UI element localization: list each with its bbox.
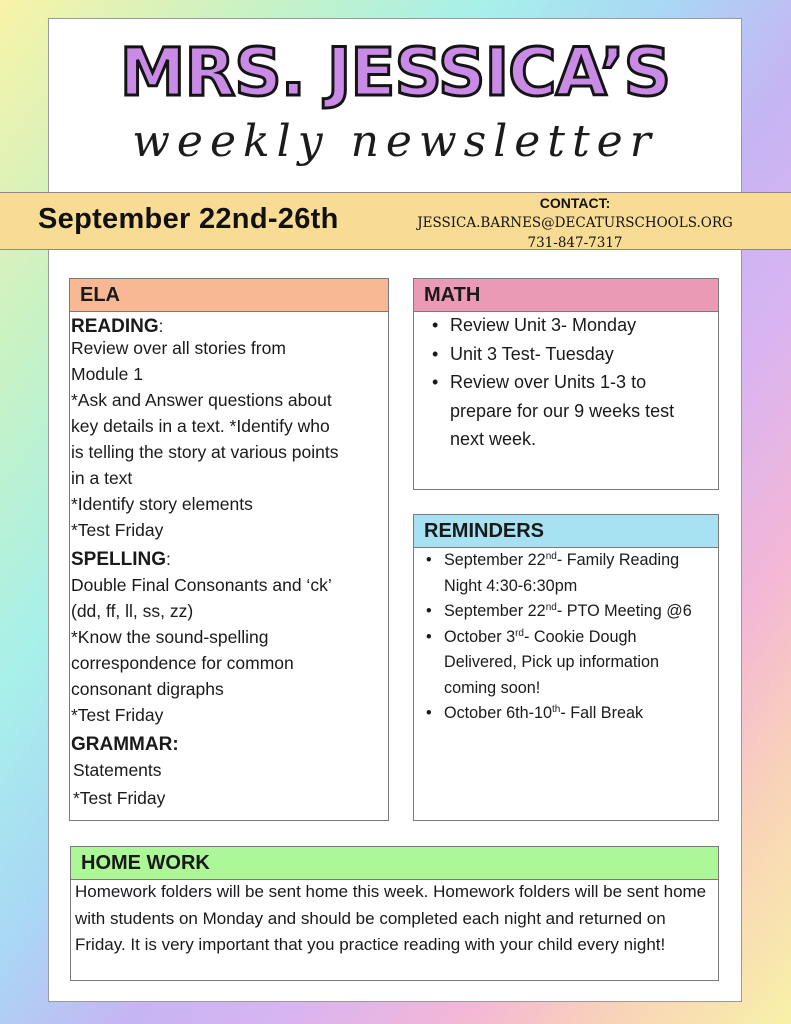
math-item: • Review over Units 1-3 to prepare for our 9 weeks test next week. bbox=[450, 368, 712, 454]
contact-phone[interactable]: 731-847-7317 bbox=[527, 235, 623, 251]
reading-line: *Test Friday bbox=[71, 520, 164, 540]
contact-block bbox=[400, 193, 750, 253]
week-dates: September 22nd-26th bbox=[38, 203, 339, 235]
grammar-line: Statements bbox=[73, 760, 162, 780]
reading-line: key details in a text. *Identify who bbox=[71, 416, 330, 436]
spelling-line: Double Final Consonants and ‘ck’ bbox=[71, 575, 332, 595]
reminder-item: • September 22nd- PTO Meeting @6 bbox=[444, 599, 713, 625]
math-content bbox=[432, 311, 712, 454]
spelling-line: correspondence for common bbox=[71, 653, 294, 673]
reading-text bbox=[71, 335, 387, 543]
homework-heading: HOME WORK bbox=[70, 846, 719, 880]
reminder-item: • October 3rd- Cookie Dough Delivered, Pick up information coming soon! bbox=[444, 625, 713, 702]
reminders-list bbox=[426, 548, 713, 727]
reminders-content bbox=[426, 548, 713, 727]
reminder-item: • September 22nd- Family Reading Night 4:30-6:30pm bbox=[444, 548, 713, 599]
math-heading: MATH bbox=[413, 278, 719, 312]
spelling-text bbox=[71, 572, 387, 728]
grammar-line: *Test Friday bbox=[73, 788, 166, 808]
newsletter-title: MRS. JESSICA’S bbox=[119, 34, 671, 111]
spelling-line: consonant digraphs bbox=[71, 679, 224, 699]
grammar-label: GRAMMAR: bbox=[71, 734, 179, 755]
ela-heading: ELA bbox=[69, 278, 389, 312]
math-item: • Unit 3 Test- Tuesday bbox=[450, 340, 712, 369]
grammar-text bbox=[71, 756, 387, 812]
spelling-line: (dd, ff, ll, ss, zz) bbox=[71, 601, 194, 621]
math-list bbox=[432, 311, 712, 454]
reading-line: *Ask and Answer questions about bbox=[71, 390, 332, 410]
reminders-heading: REMINDERS bbox=[413, 514, 719, 548]
newsletter-subtitle: weekly newsletter bbox=[132, 116, 658, 167]
spelling-label: SPELLING bbox=[71, 549, 167, 570]
spelling-line: *Know the sound-spelling bbox=[71, 627, 269, 647]
reading-label: READING bbox=[71, 316, 159, 337]
reading-line: Review over all stories from bbox=[71, 338, 286, 358]
ela-content: READING: Review over all stories from Module 1 *Ask and Answer questions about key details in a text. *Identify who is telling the story at various points in a text *Identify story elements *Test Friday SPELLING: Double Final Consonants and ‘ck’ (dd, ff, ll, ss, zz) *Know the sound-spelling correspondence for common consonant digraphs *Test Friday GRAMMAR: Statements *Test Friday bbox=[71, 313, 387, 812]
homework-text: Homework folders will be sent home this week. Homework folders will be sent home with students on Monday and should be completed each night and returned on Friday. It is very important that you practice reading with your child every night! bbox=[75, 882, 707, 954]
reading-line: Module 1 bbox=[71, 364, 143, 384]
reading-line: is telling the story at various points bbox=[71, 442, 339, 462]
contact-label: CONTACT: bbox=[539, 195, 611, 211]
reading-line: *Identify story elements bbox=[71, 494, 253, 514]
math-item: • Review Unit 3- Monday bbox=[450, 311, 712, 340]
reading-line: in a text bbox=[71, 468, 133, 488]
reminder-item: • October 6th-10th- Fall Break bbox=[444, 701, 713, 727]
spelling-line: *Test Friday bbox=[71, 705, 164, 725]
contact-email[interactable]: JESSICA.BARNES@DECATURSCHOOLS.ORG bbox=[417, 215, 733, 231]
